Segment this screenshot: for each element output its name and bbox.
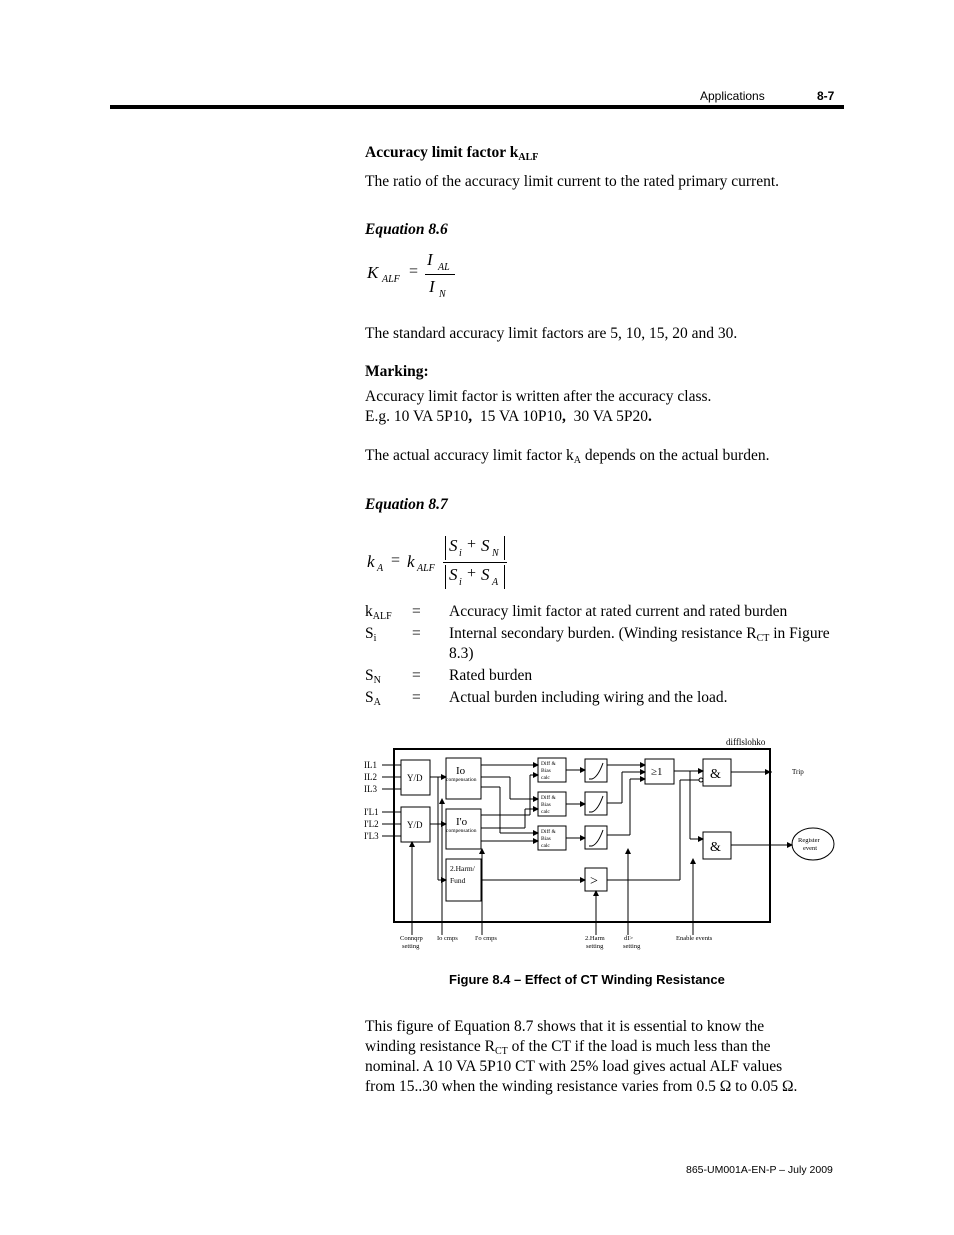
char-box-3 bbox=[585, 826, 607, 849]
actual-factor-paragraph: The actual accuracy limit factor $k_A$ depends on the actual burden. bbox=[365, 447, 770, 466]
and-gate-label-2: & bbox=[710, 840, 721, 855]
equation-8-6-label: Equation 8.6 bbox=[365, 221, 448, 238]
input-il1-prime: I'L1 bbox=[364, 807, 379, 817]
equation-8-7: k A = k ALF S i + S N S i + S A bbox=[367, 534, 527, 594]
svg-text:Diff &: Diff & bbox=[541, 829, 556, 835]
input-il1: IL1 bbox=[364, 760, 377, 770]
register-label-2: event bbox=[803, 845, 818, 852]
svg-text:calc: calc bbox=[541, 809, 550, 815]
marking-title: Marking: bbox=[365, 363, 429, 380]
register-event-ellipse bbox=[792, 828, 834, 860]
register-label-1: Register bbox=[798, 837, 820, 844]
header-rule bbox=[110, 105, 844, 109]
definition-kalf: $k_{ALF}$ = Accuracy limit factor at rated current and rated burden bbox=[365, 603, 788, 622]
svg-text:Diff &: Diff & bbox=[541, 761, 556, 767]
char-box-1 bbox=[585, 759, 607, 782]
yd-label-1: Y/D bbox=[407, 773, 423, 783]
svg-text:Bias: Bias bbox=[541, 836, 551, 842]
svg-text:setting: setting bbox=[402, 943, 420, 950]
section-heading: Accuracy limit factor $k_{ALF}$ bbox=[365, 144, 539, 163]
page-number: 8-7 bbox=[817, 89, 835, 103]
intro-paragraph: The ratio of the accuracy limit current to the rated primary current. bbox=[365, 173, 780, 190]
definition-si: $S_i$ = Internal secondary burden. (Winding resistance $R_{CT}$ in Figure 8.3) bbox=[365, 625, 830, 662]
marking-line1: Accuracy limit factor is written after the accuracy class. bbox=[365, 388, 712, 405]
svg-text:Connqrp: Connqrp bbox=[400, 935, 423, 942]
definition-sa: $S_A$ = Actual burden including wiring and the load. bbox=[365, 689, 728, 708]
and-gate-label-1: & bbox=[710, 767, 721, 782]
equation-8-6: K ALF = I AL I N bbox=[367, 250, 487, 305]
definition-sn: $S_N$ = Rated burden bbox=[365, 667, 533, 686]
svg-text:calc: calc bbox=[541, 843, 550, 849]
diagram-id-label: difflslohko bbox=[726, 737, 766, 747]
or-gate-label: ≥1 bbox=[651, 766, 663, 778]
char-box-2 bbox=[585, 792, 607, 815]
standard-factors-paragraph: The standard accuracy limit factors are 5, 10, 15, 20 and 30. bbox=[365, 325, 738, 342]
harm-label-2: Fund bbox=[450, 876, 466, 885]
svg-text:Bias: Bias bbox=[541, 768, 551, 774]
equation-8-7-label: Equation 8.7 bbox=[365, 496, 448, 513]
svg-text:setting: setting bbox=[623, 943, 641, 950]
marking-example: E.g. 10 VA 5P10, 15 VA 10P10, 30 VA 5P20. bbox=[365, 408, 652, 425]
svg-text:setting: setting bbox=[586, 943, 604, 950]
io2-label: I'o bbox=[456, 816, 468, 828]
closing-paragraph: This figure of Equation 8.7 shows that it is essential to know the winding resistance $R_{CT}$ of the CT if the load is much less than the nominal. A 10 VA 5P10 CT with 25% load gives actual ALF values from 15..30 when the winding resistance varies from 0.5 Ω to 0.05 Ω. bbox=[365, 1018, 798, 1095]
io-comp-label: compensation bbox=[446, 777, 477, 783]
input-il3: IL3 bbox=[364, 784, 377, 794]
io2-comp-label: compensation bbox=[446, 828, 477, 834]
svg-text:Io cmps: Io cmps bbox=[437, 935, 458, 942]
svg-text:dI>: dI> bbox=[624, 935, 634, 942]
svg-text:I'o cmps: I'o cmps bbox=[475, 935, 497, 942]
figure-caption: Figure 8.4 – Effect of CT Winding Resistance bbox=[449, 972, 725, 987]
svg-text:Enable events: Enable events bbox=[676, 935, 713, 942]
figure-8-4-diagram bbox=[360, 735, 850, 955]
footer-docid: 865-UM001A-EN-P – July 2009 bbox=[686, 1164, 833, 1176]
svg-text:Diff &: Diff & bbox=[541, 795, 556, 801]
yd-label-2: Y/D bbox=[407, 820, 423, 830]
trip-label: Trip bbox=[792, 768, 804, 776]
symbol-definitions bbox=[365, 602, 845, 710]
svg-text:calc: calc bbox=[541, 775, 550, 781]
header-section: Applications bbox=[700, 89, 765, 103]
svg-text:Bias: Bias bbox=[541, 802, 551, 808]
input-il2-prime: I'L2 bbox=[364, 819, 379, 829]
svg-text:2.Harm: 2.Harm bbox=[585, 935, 605, 942]
io-label: Io bbox=[456, 765, 466, 777]
input-il3-prime: I'L3 bbox=[364, 831, 379, 841]
input-il2: IL2 bbox=[364, 772, 377, 782]
harm-label-1: 2.Harm/ bbox=[450, 864, 475, 873]
compare-symbol: > bbox=[590, 874, 598, 889]
